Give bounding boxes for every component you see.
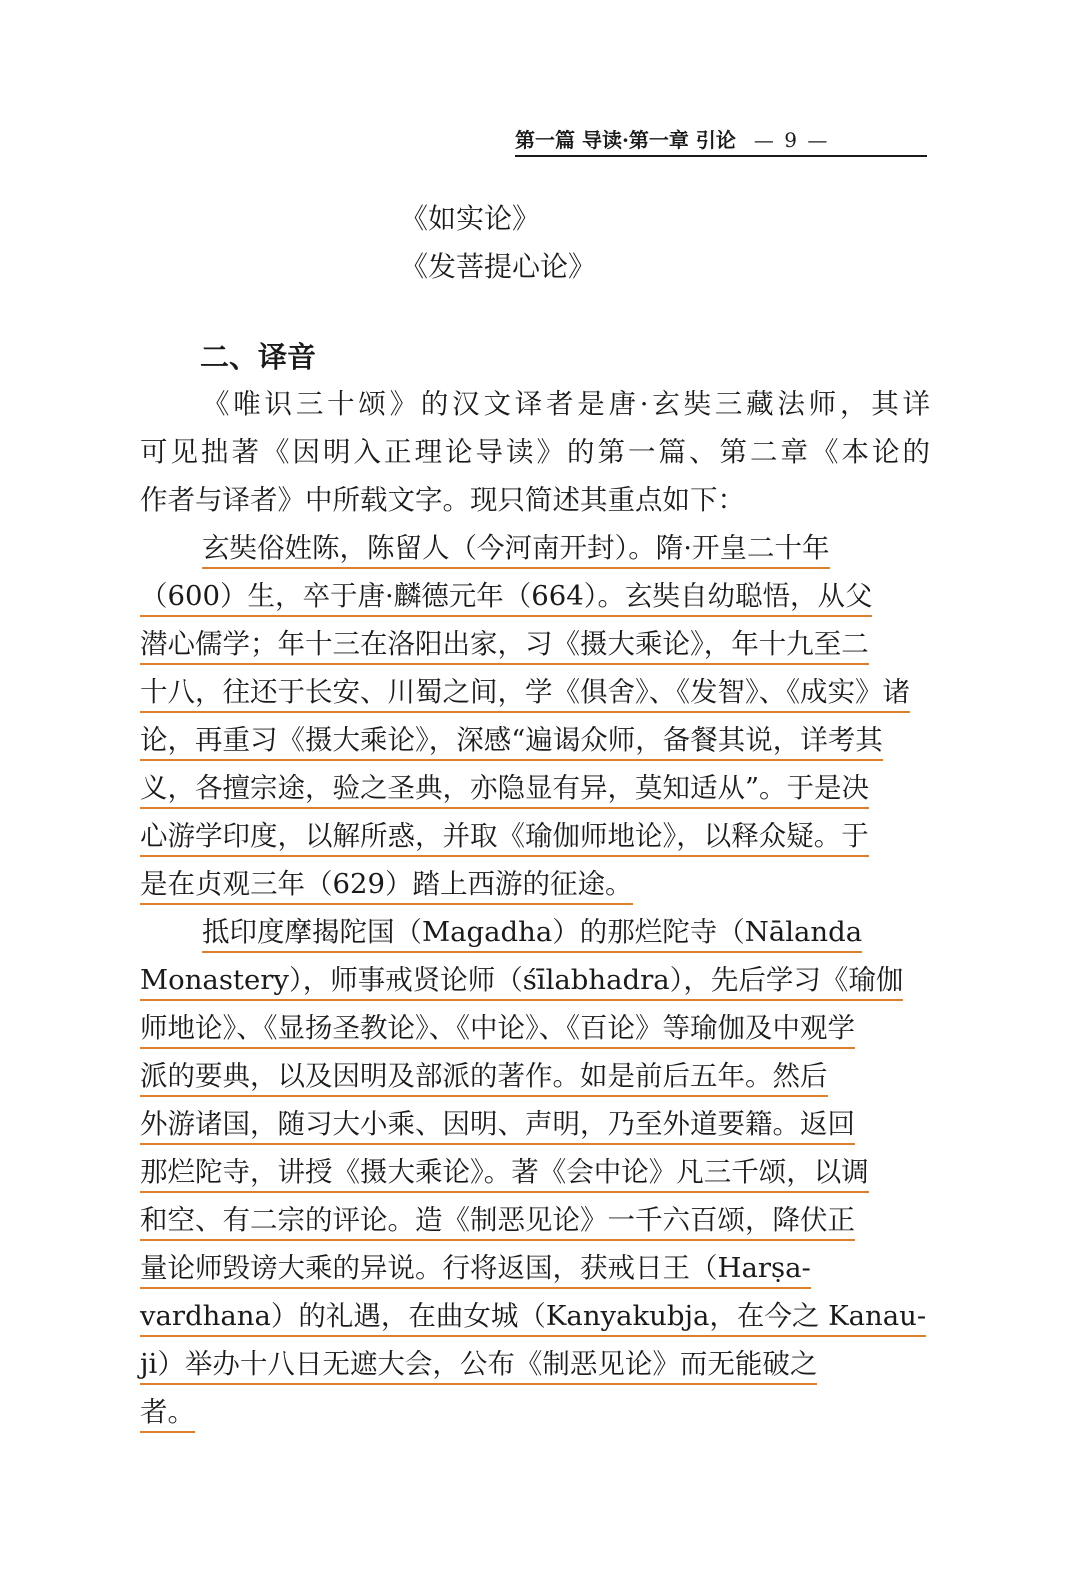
running-head-title: 第一篇 导读·第一章 引论	[515, 128, 736, 152]
text-line	[140, 1148, 930, 1196]
highlighted-text: 派的要典，以及因明及部派的著作。如是前后五年。然后	[140, 1060, 828, 1097]
highlighted-text: 和空、有二宗的评论。造《制恶见论》一千六百颂，降伏正	[140, 1204, 855, 1241]
highlighted-text: 义，各擅宗途，验之圣典，亦隐显有异，莫知适从”。于是决	[140, 772, 869, 809]
highlighted-text: 十八，往还于长安、川蜀之间，学《俱舍》、《发智》、《成实》诸	[140, 676, 910, 713]
book-title: 《如实论》	[400, 202, 541, 235]
highlighted-text: 外游诸国，随习大小乘、因明、声明，乃至外道要籍。返回	[140, 1108, 855, 1145]
text-line	[140, 1196, 930, 1244]
highlighted-text: ji）举办十八日无遮大会，公布《制恶见论》而无能破之	[140, 1348, 817, 1385]
highlighted-text: 是在贞观三年（629）踏上西游的征途。	[140, 868, 633, 905]
book-title-list	[400, 195, 596, 291]
highlighted-text: 抵印度摩揭陀国（Magadha）的那烂陀寺（Nālanda	[202, 916, 862, 953]
highlighted-text: 玄奘俗姓陈，陈留人（今河南开封）。隋·开皇二十年	[202, 532, 830, 569]
highlighted-text: 那烂陀寺，讲授《摄大乘论》。著《会中论》凡三千颂，以调	[140, 1156, 869, 1193]
text-line	[140, 1052, 930, 1100]
text-line	[140, 1292, 930, 1340]
highlighted-text: 者。	[140, 1396, 195, 1433]
text-line	[140, 1388, 930, 1436]
highlighted-text: 心游学印度，以解所惑，并取《瑜伽师地论》，以释众疑。于	[140, 820, 869, 857]
text-line	[140, 1340, 930, 1388]
highlighted-text: vardhana）的礼遇，在曲女城（Kanyakubja，在今之 Kanau-	[140, 1300, 926, 1337]
highlighted-text: 论，再重习《摄大乘论》，深感“遍谒众师，备餐其说，详考其	[140, 724, 883, 761]
text-line	[140, 668, 930, 716]
highlighted-text: （600）生，卒于唐·麟德元年（664）。玄奘自幼聪悟，从父	[140, 580, 872, 617]
text-line	[140, 812, 930, 860]
text-line: 可见拙著《因明入正理论导读》的第一篇、第二章《本论的	[140, 436, 930, 468]
text-line	[140, 956, 930, 1004]
text-line	[140, 1004, 930, 1052]
text-line	[140, 524, 930, 572]
body-text	[140, 380, 930, 1436]
highlighted-text: 师地论》、《显扬圣教论》、《中论》、《百论》等瑜伽及中观学	[140, 1012, 855, 1049]
highlighted-text: Monastery），师事戒贤论师（śīlabhadra），先后学习《瑜伽	[140, 964, 903, 1001]
text-line	[140, 860, 930, 908]
running-head	[515, 125, 927, 157]
section-heading: 二、译音	[200, 340, 317, 374]
text-line	[140, 1244, 930, 1292]
text-line	[140, 620, 930, 668]
text-line	[140, 716, 930, 764]
text-line: 《唯识三十颂》的汉文译者是唐·玄奘三藏法师，其详	[202, 388, 930, 420]
text-line	[140, 1100, 930, 1148]
text-line: 作者与译者》中所载文字。现只简述其重点如下：	[140, 484, 745, 516]
highlighted-text: 潜心儒学；年十三在洛阳出家，习《摄大乘论》，年十九至二	[140, 628, 869, 665]
page-number: — 9 —	[753, 128, 830, 152]
text-line	[140, 572, 930, 620]
highlighted-text: 量论师毁谤大乘的异说。行将返国，获戒日王（Harṣa-	[140, 1252, 811, 1289]
text-line	[140, 764, 930, 812]
book-title: 《发菩提心论》	[400, 250, 597, 283]
text-line	[140, 908, 930, 956]
